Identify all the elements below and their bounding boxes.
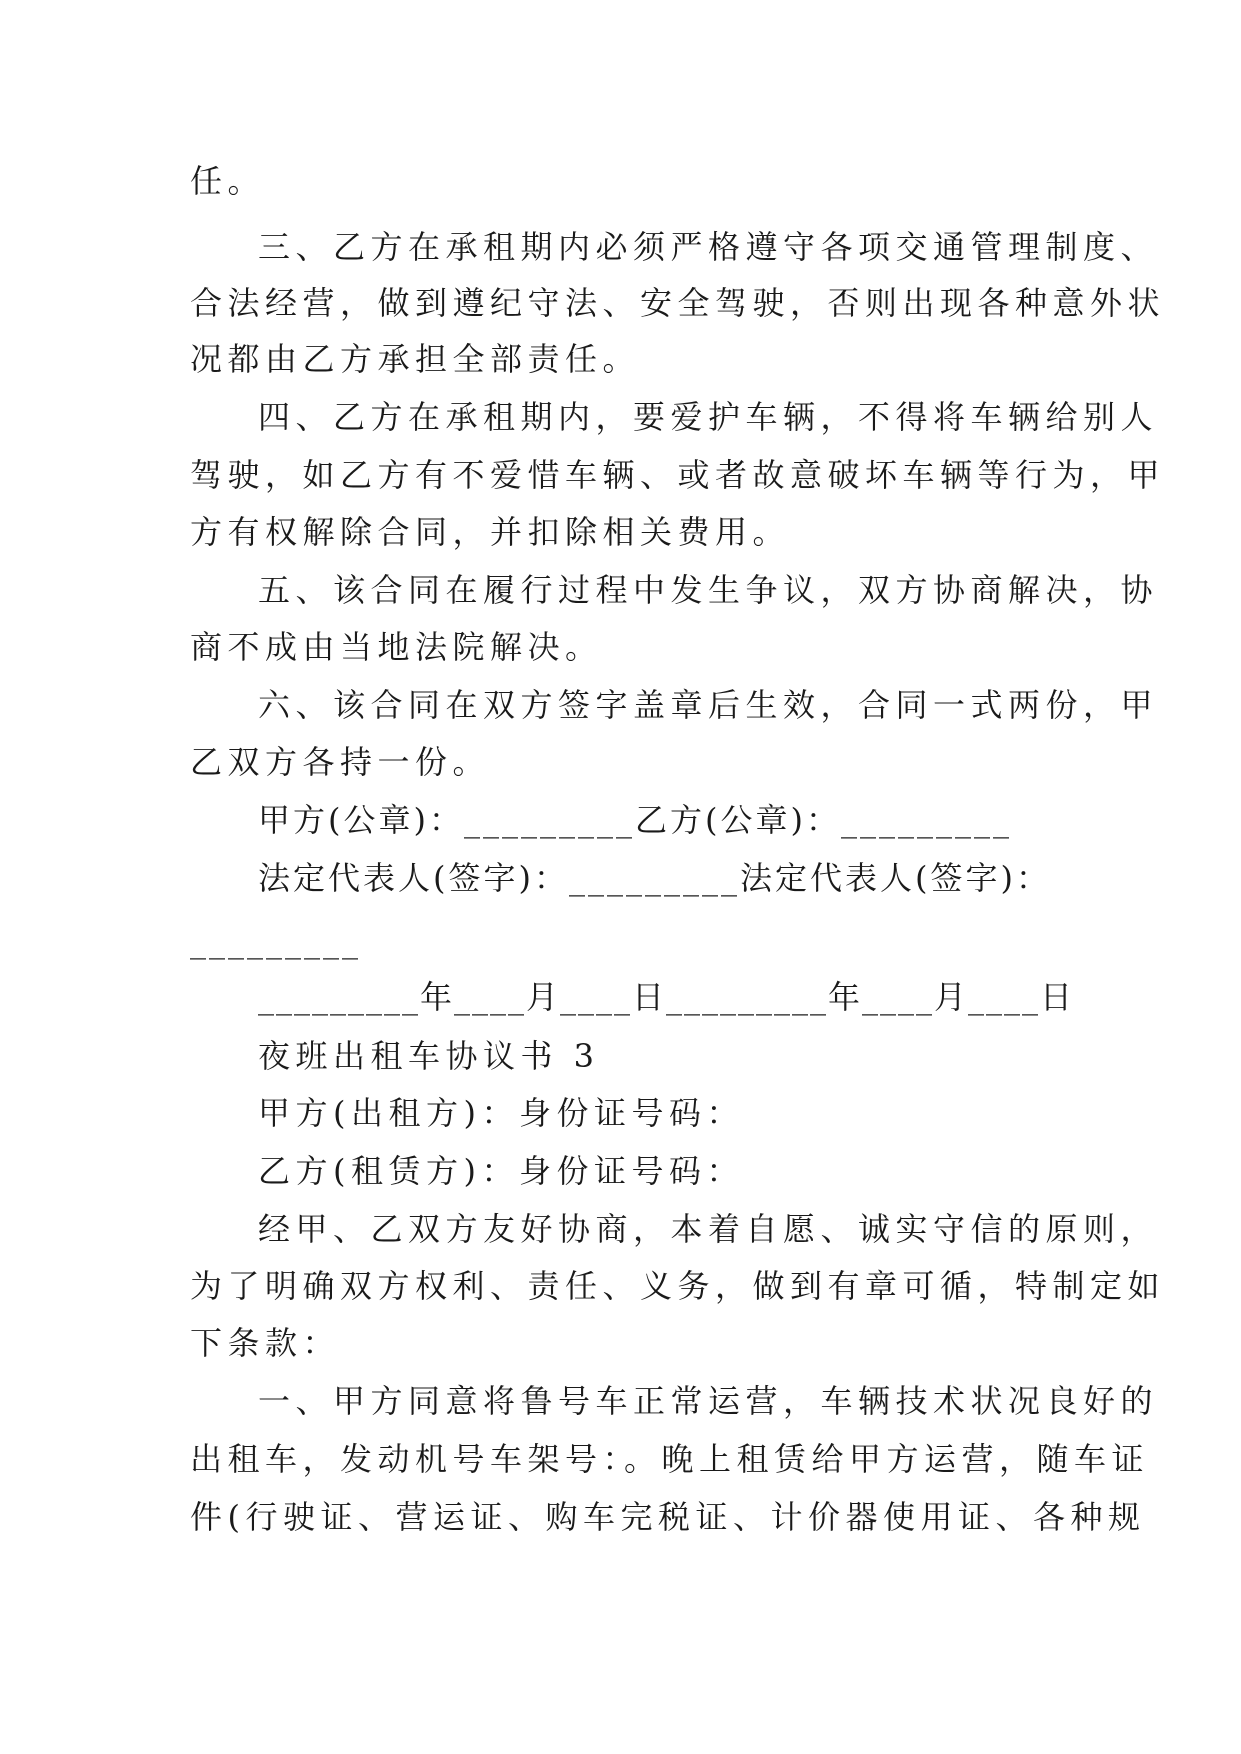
text-line: 下条款： <box>190 1324 341 1362</box>
text-line: 件(行驶证、营运证、购车完税证、计价器使用证、各种规 <box>190 1498 1146 1536</box>
text-line: 任。 <box>190 162 266 200</box>
text-line: 况都由乙方承担全部责任。 <box>190 340 641 378</box>
representative-signature-line: 法定代表人(签字)：_________法定代表人(签字)： <box>258 859 1051 897</box>
text-line: 方有权解除合同，并扣除相关费用。 <box>190 513 791 551</box>
text-line: 出租车，发动机号车架号：。晚上租赁给甲方运营，随车证 <box>190 1440 1150 1478</box>
party-a-line: 甲方(出租方)：身份证号码： <box>258 1094 744 1132</box>
text-line: 为了明确双方权利、责任、义务，做到有章可循，特制定如 <box>190 1267 1166 1305</box>
clause-5-line: 五、该合同在履行过程中发生争议，双方协商解决，协 <box>258 571 1159 609</box>
text-line: 合法经营，做到遵纪守法、安全驾驶，否则出现各种意外状 <box>190 284 1166 322</box>
preamble-line: 经甲、乙双方友好协商，本着自愿、诚实守信的原则， <box>258 1210 1159 1248</box>
clause-1-line: 一、甲方同意将鲁号车正常运营，车辆技术状况良好的 <box>258 1382 1159 1420</box>
signature-blank: _________ <box>190 922 361 960</box>
text-line: 商不成由当地法院解决。 <box>190 628 603 666</box>
party-b-line: 乙方(租赁方)：身份证号码： <box>258 1152 744 1190</box>
clause-4-line: 四、乙方在承租期内，要爱护车辆，不得将车辆给别人 <box>258 398 1159 436</box>
date-line: _________年____月____日_________年____月____日 <box>258 978 1075 1016</box>
agreement-title: 夜班出租车协议书 3 <box>258 1037 600 1075</box>
text-line: 驾驶，如乙方有不爱惜车辆、或者故意破坏车辆等行为，甲 <box>190 456 1166 494</box>
text-line: 乙双方各持一份。 <box>190 743 491 781</box>
clause-3-line: 三、乙方在承租期内必须严格遵守各项交通管理制度、 <box>258 228 1159 266</box>
clause-6-line: 六、该合同在双方签字盖章后生效，合同一式两份，甲 <box>258 686 1159 724</box>
party-seal-line: 甲方(公章)：_________乙方(公章)：_________ <box>258 801 1012 839</box>
